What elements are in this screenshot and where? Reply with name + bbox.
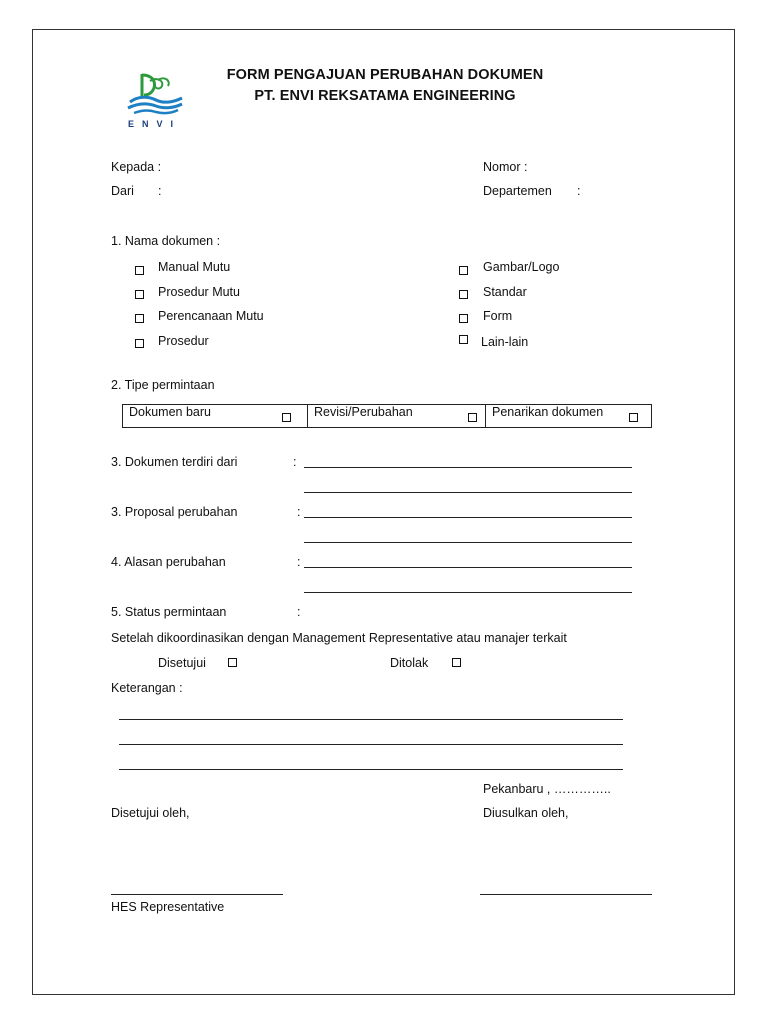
- nomor-label: Nomor :: [483, 160, 528, 174]
- dari-colon: :: [158, 184, 162, 198]
- remarks-line-3[interactable]: [119, 769, 623, 770]
- proposer-signature-line[interactable]: [480, 894, 652, 895]
- checkbox-prosedur[interactable]: [135, 339, 144, 348]
- checkbox-standar[interactable]: [459, 290, 468, 299]
- departemen-label: Departemen: [483, 184, 552, 198]
- checkbox-disetujui[interactable]: [228, 658, 237, 667]
- dari-label: Dari: [111, 184, 134, 198]
- checkbox-gambar-logo[interactable]: [459, 266, 468, 275]
- reason-line-2[interactable]: [304, 592, 632, 593]
- option-perencanaan-mutu: Perencanaan Mutu: [158, 309, 264, 323]
- status-colon: :: [297, 605, 301, 619]
- company-name: PT. ENVI REKSATAMA ENGINEERING: [254, 88, 516, 104]
- checkbox-prosedur-mutu[interactable]: [135, 290, 144, 299]
- approved-label: Disetujui: [158, 656, 206, 670]
- request-type-revision: [307, 405, 485, 427]
- form-title: FORM PENGAJUAN PERUBAHAN DOKUMEN: [226, 67, 544, 83]
- request-type-new: [123, 405, 307, 427]
- composition-line-2[interactable]: [304, 492, 632, 493]
- reason-colon: :: [297, 555, 301, 569]
- proposal-colon: :: [297, 505, 301, 519]
- remarks-line-2[interactable]: [119, 744, 623, 745]
- request-type-table: [122, 404, 652, 428]
- checkbox-lain-lain[interactable]: [459, 335, 468, 344]
- proposal-line-1[interactable]: [304, 517, 632, 518]
- request-type-withdrawal: [485, 405, 651, 427]
- kepada-label: Kepada :: [111, 160, 162, 174]
- reason-line-1[interactable]: [304, 567, 632, 568]
- composition-line-1[interactable]: [304, 467, 632, 468]
- proposal-line-2[interactable]: [304, 542, 632, 543]
- checkbox-dokumen-baru[interactable]: [282, 413, 291, 422]
- logo-text: ENVI: [128, 119, 182, 129]
- checkbox-penarikan-dokumen[interactable]: [629, 413, 638, 422]
- status-note: Setelah dikoordinasikan dengan Management Representative atau manajer terkait: [111, 631, 567, 645]
- approver-role: HES Representative: [111, 900, 225, 914]
- option-form: Form: [483, 309, 513, 323]
- option-standar: Standar: [483, 285, 527, 299]
- option-prosedur: Prosedur: [158, 334, 209, 348]
- proposed-by-label: Diusulkan oleh,: [483, 806, 569, 820]
- composition-label: 3. Dokumen terdiri dari: [111, 455, 238, 469]
- rejected-label: Ditolak: [390, 656, 429, 670]
- checkbox-manual-mutu[interactable]: [135, 266, 144, 275]
- option-manual-mutu: Manual Mutu: [158, 260, 231, 274]
- checkbox-perencanaan-mutu[interactable]: [135, 314, 144, 323]
- request-type-withdrawal-label: Penarikan dokumen: [492, 405, 604, 419]
- option-lain-lain: Lain-lain: [481, 335, 529, 349]
- request-type-new-label: Dokumen baru: [129, 405, 211, 419]
- request-type-revision-label: Revisi/Perubahan: [314, 405, 413, 419]
- section-2-heading: 2. Tipe permintaan: [111, 378, 215, 392]
- checkbox-ditolak[interactable]: [452, 658, 461, 667]
- checkbox-revisi-perubahan[interactable]: [468, 413, 477, 422]
- checkbox-form[interactable]: [459, 314, 468, 323]
- departemen-colon: :: [577, 184, 581, 198]
- option-prosedur-mutu: Prosedur Mutu: [158, 285, 240, 299]
- approver-signature-line[interactable]: [111, 894, 283, 895]
- reason-label: 4. Alasan perubahan: [111, 555, 226, 569]
- company-logo: [124, 72, 186, 130]
- status-label: 5. Status permintaan: [111, 605, 227, 619]
- place-date: Pekanbaru , …………..: [483, 782, 611, 796]
- proposal-label: 3. Proposal perubahan: [111, 505, 238, 519]
- remarks-label: Keterangan :: [111, 681, 183, 695]
- remarks-line-1[interactable]: [119, 719, 623, 720]
- option-gambar-logo: Gambar/Logo: [483, 260, 560, 274]
- section-1-heading: 1. Nama dokumen :: [111, 234, 221, 248]
- composition-colon: :: [293, 455, 297, 469]
- approved-by-label: Disetujui oleh,: [111, 806, 190, 820]
